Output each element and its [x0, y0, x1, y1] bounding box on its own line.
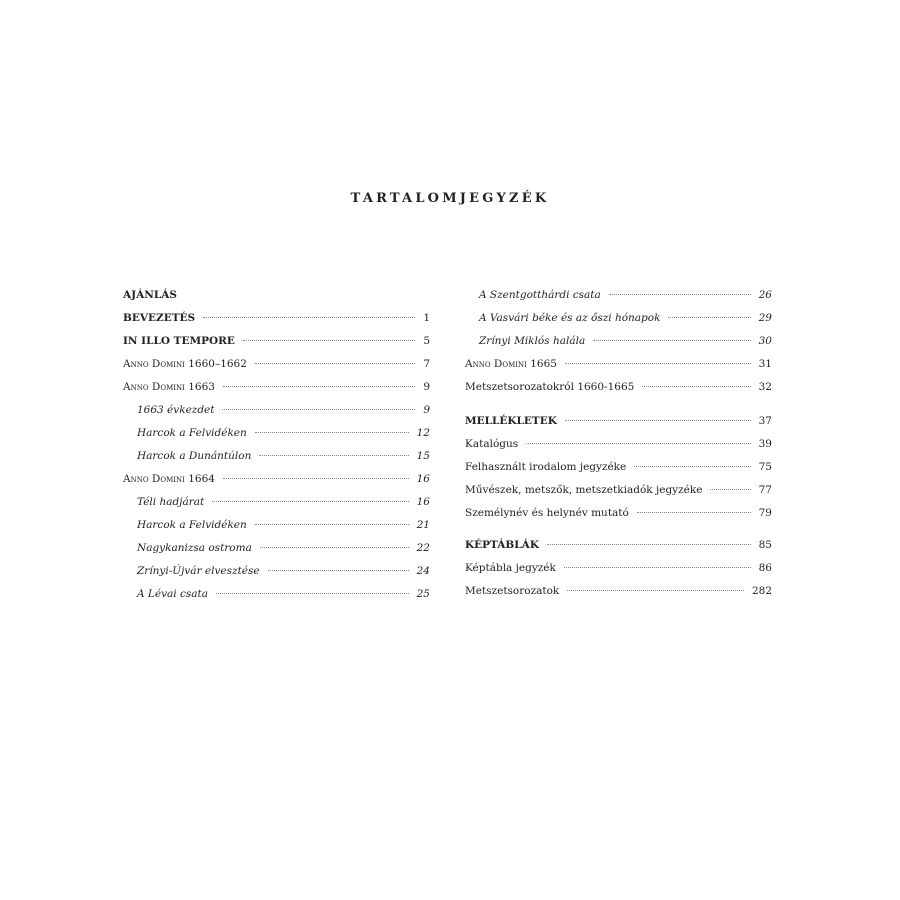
- dot-leader: [216, 593, 409, 594]
- dot-leader: [567, 590, 744, 591]
- toc-entry-page-number: 12: [416, 427, 430, 439]
- dot-leader: [243, 340, 415, 341]
- toc-entry: [123, 335, 430, 355]
- toc-entry-page-number: 30: [758, 335, 772, 347]
- toc-entry: [465, 381, 772, 401]
- toc-entry: [465, 562, 772, 582]
- toc-entry-title: Anno Domini 1660–1662: [123, 358, 247, 370]
- toc-entry-title: Katalógus: [465, 438, 519, 450]
- toc-entry-title: Nagykanizsa ostroma: [137, 542, 252, 554]
- toc-entry: [465, 585, 772, 605]
- toc-entry-page-number: 29: [758, 312, 772, 324]
- toc-entry: [123, 450, 430, 470]
- toc-entry-page-number: 25: [416, 588, 430, 600]
- toc-entry-title: Harcok a Felvidéken: [137, 427, 247, 439]
- toc-entry: [123, 358, 430, 378]
- dot-leader: [203, 317, 415, 318]
- dot-leader: [547, 544, 751, 545]
- toc-entry-title: Zrínyi-Újvár elvesztése: [137, 565, 260, 577]
- toc-entry-title: BEVEZETÉS: [123, 312, 196, 324]
- toc-entry-title: IN ILLO TEMPORE: [123, 335, 235, 347]
- toc-entry-page-number: 282: [751, 585, 772, 597]
- toc-entry: [123, 427, 430, 447]
- toc-entry: [465, 539, 772, 559]
- toc-entry-page-number: 21: [416, 519, 430, 531]
- dot-leader: [255, 524, 409, 525]
- toc-entry-page-number: 24: [416, 565, 430, 577]
- toc-entry-page-number: 77: [758, 484, 772, 496]
- dot-leader: [565, 420, 751, 421]
- toc-entry-title: Anno Domini 1664: [123, 473, 215, 485]
- toc-entry-title: MELLÉKLETEK: [465, 415, 557, 427]
- toc-entry: [465, 358, 772, 378]
- toc-entry-title: A Vasvári béke és az őszi hónapok: [479, 312, 661, 324]
- toc-entry-page-number: 9: [423, 404, 430, 416]
- dot-leader: [637, 512, 751, 513]
- toc-entry: [465, 312, 772, 332]
- toc-entry: [465, 438, 772, 458]
- dot-leader: [255, 363, 415, 364]
- toc-entry: [123, 565, 430, 585]
- toc-entry-page-number: 15: [416, 450, 430, 462]
- dot-leader: [259, 455, 408, 456]
- dot-leader: [260, 547, 409, 548]
- toc-entry-title: A Lévai csata: [137, 588, 209, 600]
- toc-entry: [465, 415, 772, 435]
- toc-entry: [123, 588, 430, 608]
- toc-entry-title: Harcok a Dunántúlon: [137, 450, 252, 462]
- toc-entry-title: Képtábla jegyzék: [465, 562, 556, 574]
- dot-leader: [609, 294, 751, 295]
- toc-entry-page-number: 16: [416, 496, 430, 508]
- toc-entry-title: Anno Domini 1663: [123, 381, 215, 393]
- toc-entry-title: Személynév és helynév mutató: [465, 507, 629, 519]
- toc-entry: [465, 289, 772, 309]
- toc-entry-page-number: 5: [423, 335, 430, 347]
- toc-entry: [465, 461, 772, 481]
- dot-leader: [223, 386, 415, 387]
- toc-entry-title: Téli hadjárat: [137, 496, 205, 508]
- toc-entry: [123, 289, 430, 309]
- dot-leader: [642, 386, 750, 387]
- toc-entry-title: Metszetsorozatok: [465, 585, 560, 597]
- toc-entry-title: Zrínyi Miklós halála: [479, 335, 586, 347]
- toc-entry-title: Anno Domini 1665: [465, 358, 557, 370]
- page-title: TARTALOMJEGYZÉK: [350, 191, 550, 206]
- toc-entry-page-number: 1: [423, 312, 430, 324]
- toc-entry: [123, 404, 430, 424]
- toc-entry: [465, 484, 772, 504]
- dot-leader: [526, 443, 750, 444]
- toc-entry: [123, 312, 430, 332]
- toc-entry: [123, 381, 430, 401]
- toc-entry-page-number: 32: [758, 381, 772, 393]
- toc-entry-title: 1663 évkezdet: [137, 404, 215, 416]
- toc-entry-title: Felhasznált irodalom jegyzéke: [465, 461, 627, 473]
- toc-entry: [465, 507, 772, 527]
- dot-leader: [565, 363, 751, 364]
- toc-entry: [123, 519, 430, 539]
- toc-entry-page-number: 9: [423, 381, 430, 393]
- dot-leader: [710, 489, 750, 490]
- dot-leader: [564, 567, 751, 568]
- toc-entry-page-number: 39: [758, 438, 772, 450]
- toc-entry-page-number: 86: [758, 562, 772, 574]
- dot-leader: [593, 340, 750, 341]
- toc-entry-page-number: 79: [758, 507, 772, 519]
- toc-entry-title: Művészek, metszők, metszetkiadók jegyzéke: [465, 484, 703, 496]
- toc-entry-page-number: 75: [758, 461, 772, 473]
- toc-entry-title: AJÁNLÁS: [123, 289, 177, 301]
- toc-entry-title: Metszetsorozatokról 1660-1665: [465, 381, 635, 393]
- toc-entry-title: Harcok a Felvidéken: [137, 519, 247, 531]
- toc-entry-page-number: 26: [758, 289, 772, 301]
- toc-entry-title: A Szentgotthárdi csata: [479, 289, 601, 301]
- toc-entry-page-number: 16: [416, 473, 430, 485]
- dot-leader: [268, 570, 409, 571]
- dot-leader: [212, 501, 408, 502]
- toc-entry-title: KÉPTÁBLÁK: [465, 539, 539, 551]
- dot-leader: [222, 409, 415, 410]
- toc-entry-page-number: 37: [758, 415, 772, 427]
- toc-entry-page-number: 7: [423, 358, 430, 370]
- toc-entry: [465, 335, 772, 355]
- toc-entry: [123, 496, 430, 516]
- dot-leader: [223, 478, 409, 479]
- toc-entry: [123, 473, 430, 493]
- toc-entry-page-number: 22: [416, 542, 430, 554]
- dot-leader: [634, 466, 750, 467]
- toc-entry: [123, 542, 430, 562]
- dot-leader: [255, 432, 409, 433]
- toc-entry-page-number: 31: [758, 358, 772, 370]
- toc-entry-page-number: 85: [758, 539, 772, 551]
- dot-leader: [668, 317, 750, 318]
